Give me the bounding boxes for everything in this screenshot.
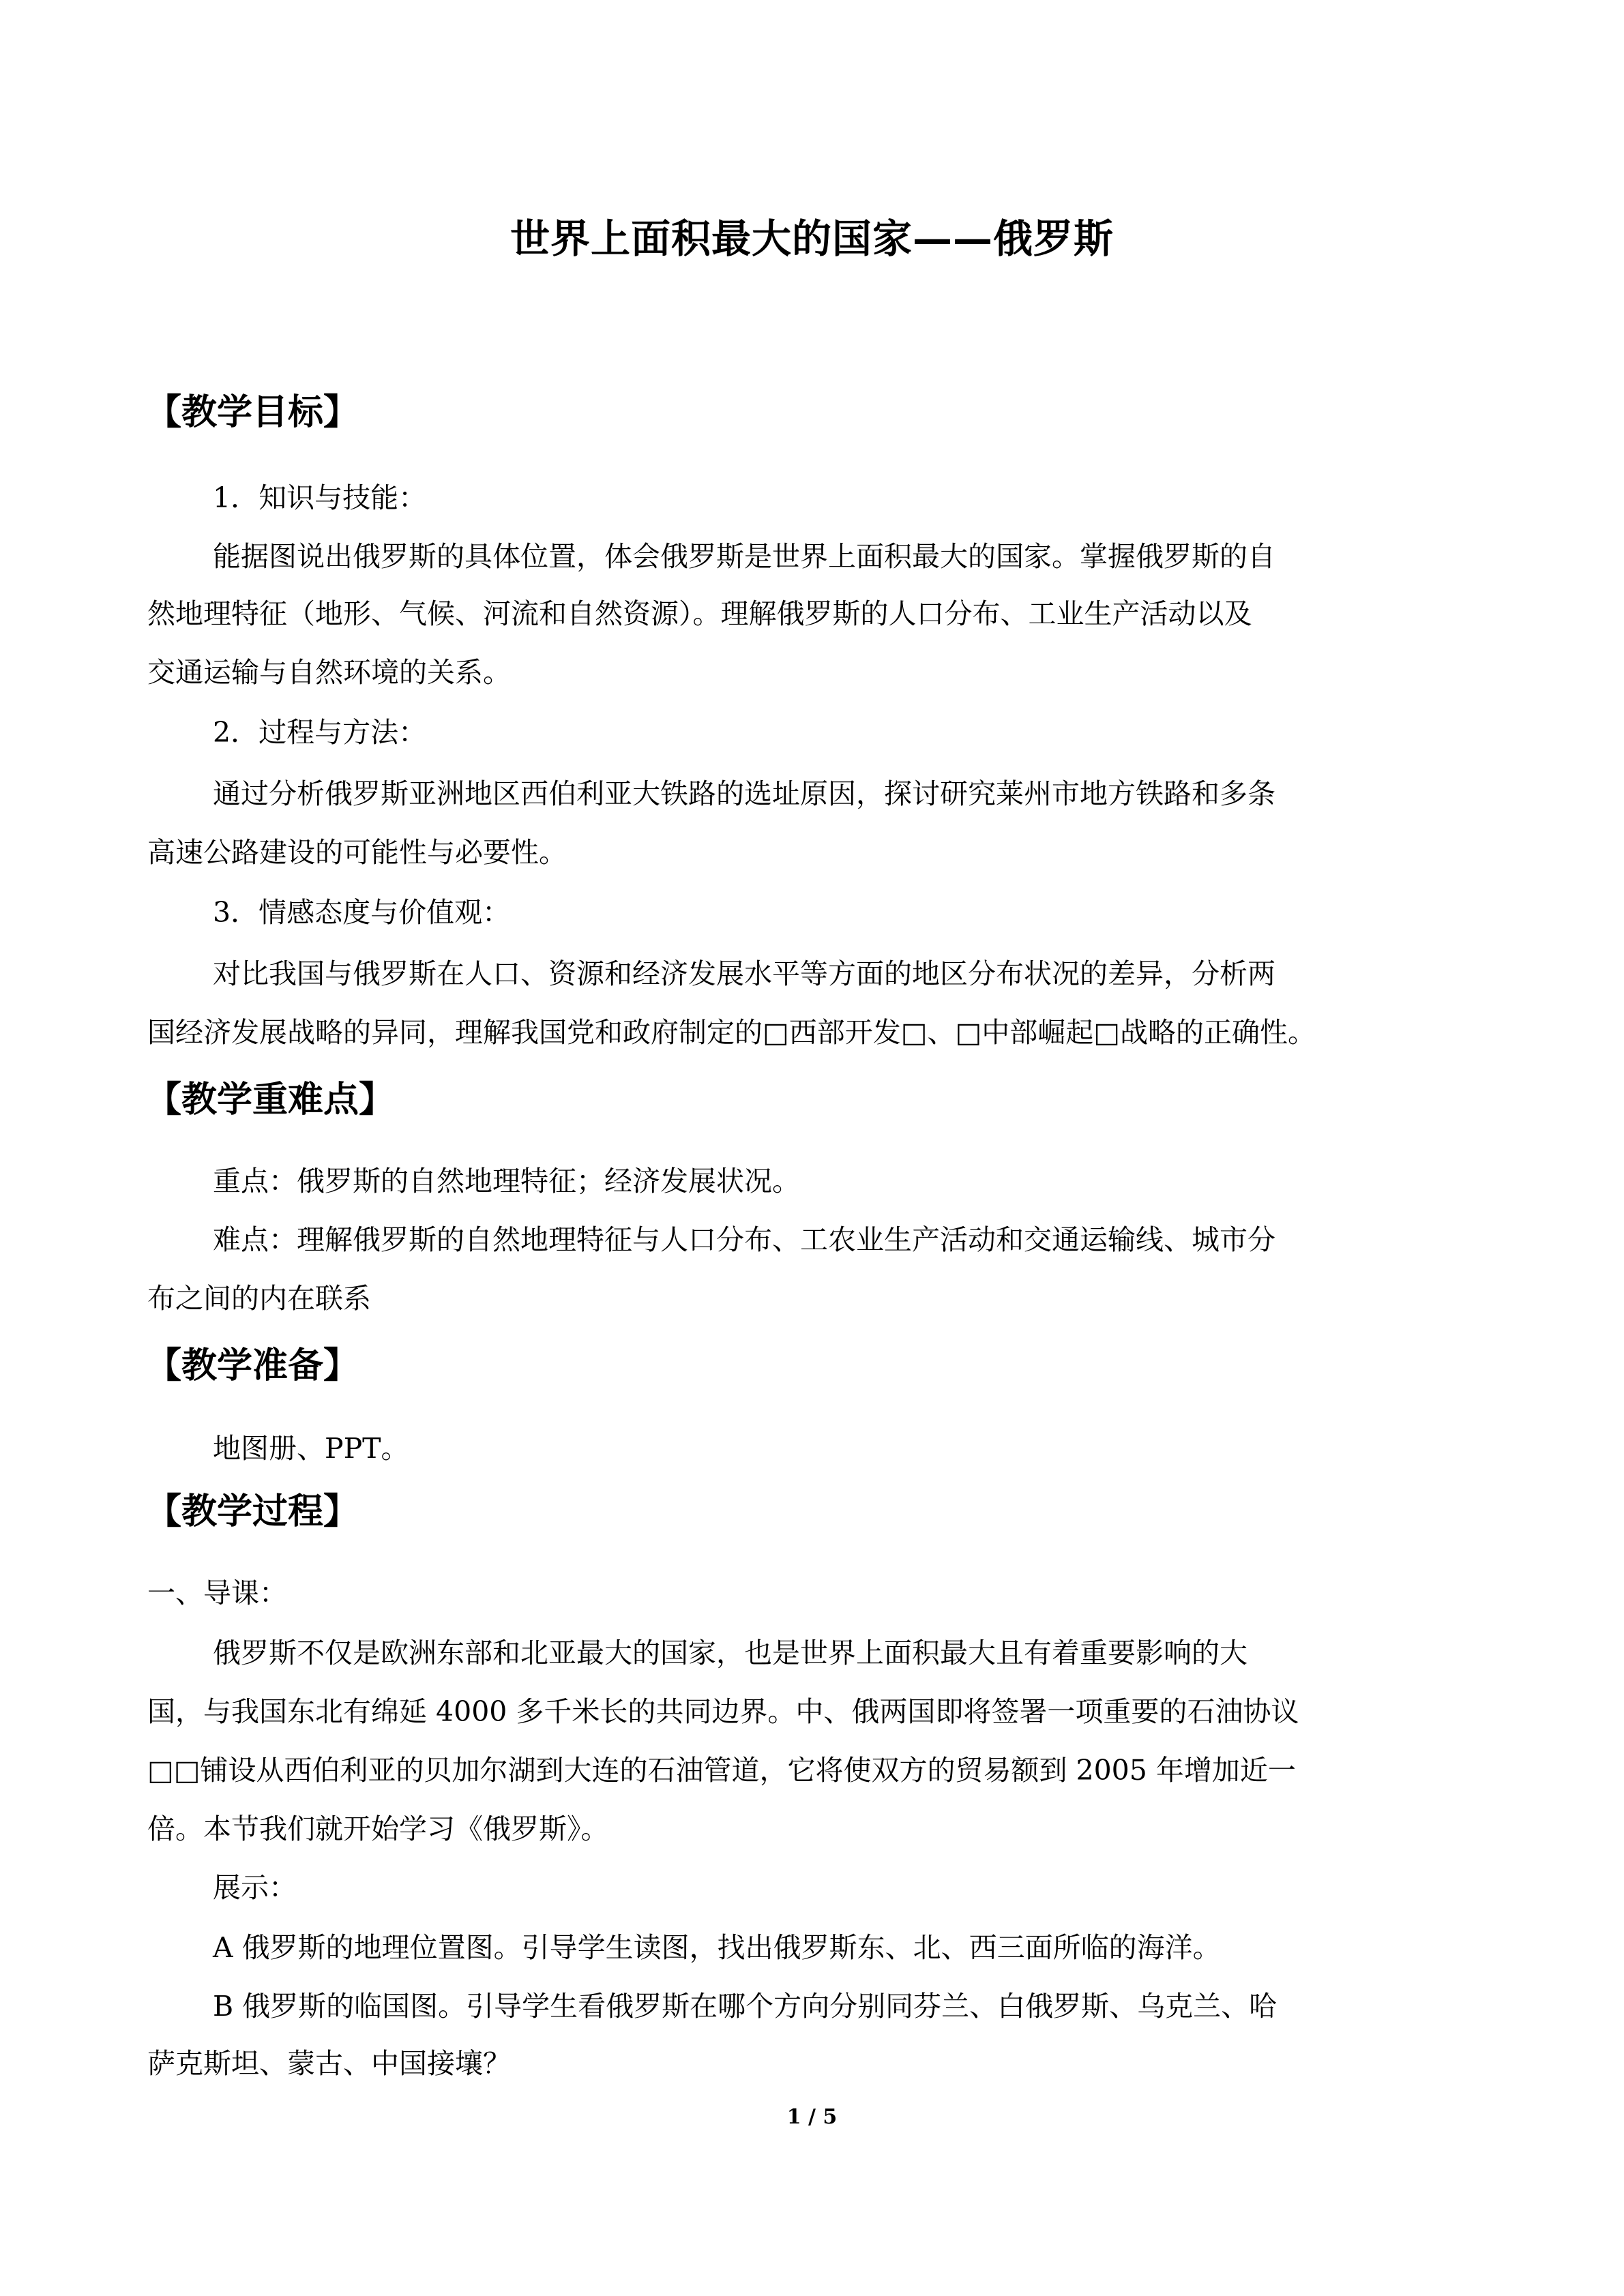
key-points-line: 重点：俄罗斯的自然地理特征；经济发展状况。 bbox=[213, 1165, 800, 1197]
section-heading-key-points: 【教学重难点】 bbox=[146, 1079, 395, 1120]
section-heading-preparation: 【教学准备】 bbox=[146, 1345, 359, 1386]
process-line: A 俄罗斯的地理位置图。引导学生读图，找出俄罗斯东、北、西三面所临的海洋。 bbox=[213, 1931, 1221, 1964]
objectives-line: 1．知识与技能： bbox=[213, 481, 427, 514]
objectives-line: 然地理特征（地形、气候、河流和自然资源）。理解俄罗斯的人口分布、工业生产活动以及 bbox=[147, 597, 1252, 630]
objectives-line: 能据图说出俄罗斯的具体位置，体会俄罗斯是世界上面积最大的国家。掌握俄罗斯的自 bbox=[213, 540, 1275, 573]
process-line: 国，与我国东北有绵延 4000 多千米长的共同边界。中、俄两国即将签署一项重要的石油协议 bbox=[147, 1695, 1299, 1728]
objectives-line: 3．情感态度与价值观： bbox=[213, 896, 511, 929]
key-points-line: 难点：理解俄罗斯的自然地理特征与人口分布、工农业生产活动和交通运输线、城市分 bbox=[213, 1223, 1275, 1256]
section-heading-process: 【教学过程】 bbox=[146, 1491, 359, 1532]
document-title: 世界上面积最大的国家——俄罗斯 bbox=[510, 215, 1114, 262]
objectives-line: 2．过程与方法： bbox=[213, 716, 427, 749]
process-line: 萨克斯坦、蒙古、中国接壤？ bbox=[147, 2047, 511, 2080]
objectives-line: 国经济发展战略的异同，理解我国党和政府制定的□西部开发□、□中部崛起□战略的正确性。 bbox=[147, 1016, 1316, 1049]
objectives-line: 交通运输与自然环境的关系。 bbox=[147, 656, 511, 689]
section-heading-objectives: 【教学目标】 bbox=[146, 392, 359, 433]
process-line: 展示： bbox=[213, 1871, 297, 1904]
objectives-line: 通过分析俄罗斯亚洲地区西伯利亚大铁路的选址原因，探讨研究莱州市地方铁路和多条 bbox=[213, 777, 1275, 810]
process-line: □□铺设从西伯利亚的贝加尔湖到大连的石油管道，它将使双方的贸易额到 2005 年增加近一 bbox=[147, 1754, 1296, 1787]
page-number: 1 / 5 bbox=[786, 2105, 838, 2129]
process-line: 一、导课： bbox=[147, 1577, 287, 1609]
key-points-line: 布之间的内在联系 bbox=[147, 1282, 371, 1315]
objectives-line: 对比我国与俄罗斯在人口、资源和经济发展水平等方面的地区分布状况的差异，分析两 bbox=[213, 957, 1275, 990]
preparation-line: 地图册、PPT。 bbox=[213, 1432, 409, 1465]
process-line: 俄罗斯不仅是欧洲东部和北亚最大的国家，也是世界上面积最大且有着重要影响的大 bbox=[213, 1637, 1247, 1669]
process-line: 倍。本节我们就开始学习《俄罗斯》。 bbox=[147, 1813, 609, 1845]
process-line: B 俄罗斯的临国图。引导学生看俄罗斯在哪个方向分别同芬兰、白俄罗斯、乌克兰、哈 bbox=[213, 1990, 1278, 2023]
objectives-line: 高速公路建设的可能性与必要性。 bbox=[147, 836, 567, 869]
